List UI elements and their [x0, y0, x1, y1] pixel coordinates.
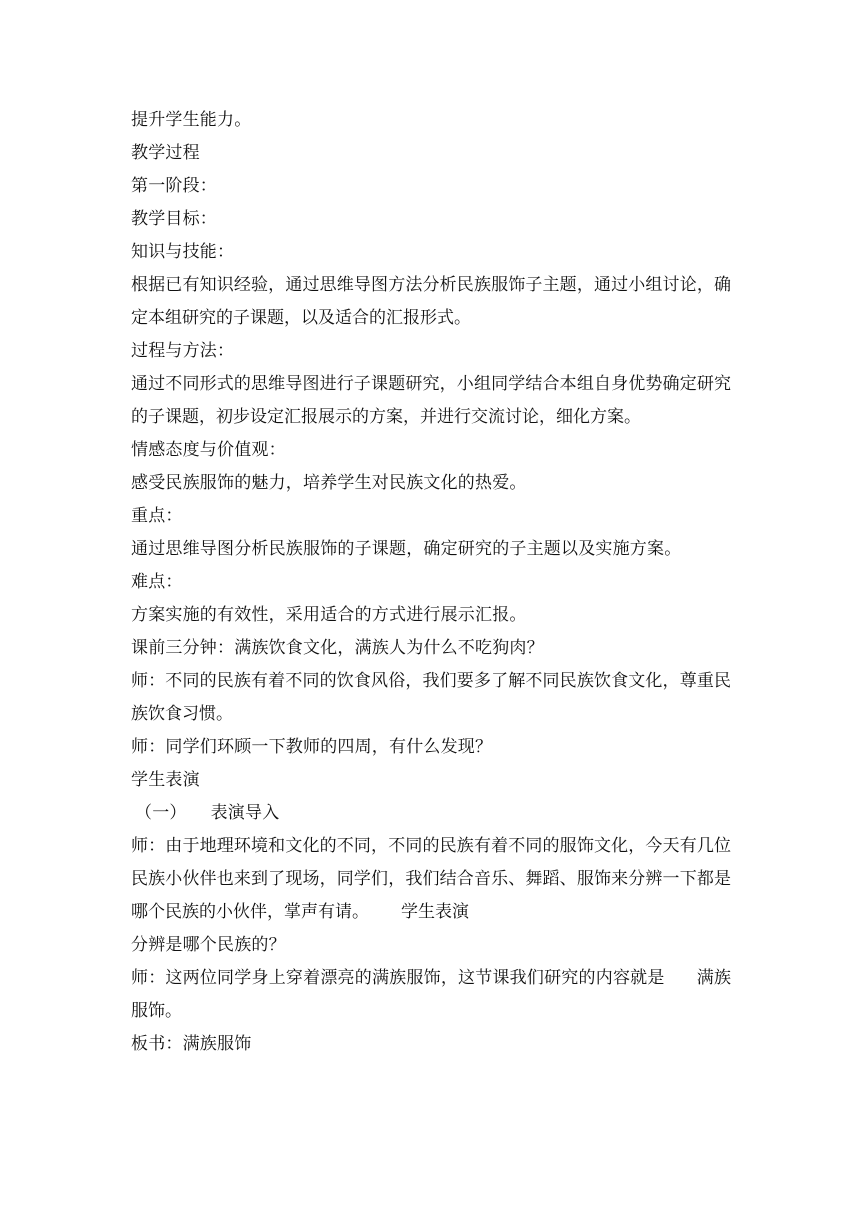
- question-line: 分辨是哪个民族的？: [131, 935, 286, 955]
- heading-teaching-process: 教学过程: [131, 143, 200, 163]
- teacher-paragraph: [131, 962, 731, 1028]
- paragraph-knowledge-skills: 根据已有知识经验，通过思维导图方法分析民族服饰子主题，通过小组讨论，确定本组研究的子课题，以及适合的汇报形式。: [131, 275, 731, 328]
- teacher-paragraph-text: 师：这两位同学身上穿着漂亮的满族服饰，这节课我们研究的内容就是: [131, 968, 665, 988]
- teacher-paragraph-trailing: 满族服饰。: [131, 968, 732, 1021]
- teacher-question-line: 师：同学们环顾一下教师的四周，有什么发现？: [131, 737, 493, 757]
- paragraph-emotion-values: 感受民族服饰的魅力，培养学生对民族文化的热爱。: [131, 473, 527, 493]
- paragraph-key-point: 通过思维导图分析民族服饰的子课题，确定研究的子主题以及实施方案。: [131, 539, 682, 559]
- intro-paragraph-text: 师：由于地理环境和文化的不同，不同的民族有着不同的服饰文化，今天有几位民族小伙伴也来到了现场，同学们，我们结合音乐、舞蹈、服饰来分辨一下都是哪个民族的小伙伴，掌声有请。: [131, 836, 731, 922]
- paragraph-process-method: 通过不同形式的思维导图进行子课题研究，小组同学结合本组自身优势确定研究的子课题，初步设定汇报展示的方案，并进行交流讨论，细化方案。: [131, 374, 731, 427]
- heading-emotion-values: 情感态度与价值观：: [131, 440, 286, 460]
- heading-knowledge-skills: 知识与技能：: [131, 242, 235, 262]
- section-number: （一）: [135, 803, 187, 823]
- student-performance-line: 学生表演: [131, 770, 200, 790]
- intro-paragraph: [131, 830, 731, 929]
- heading-difficulty: 难点：: [131, 572, 183, 592]
- section-title: 表演导入: [210, 803, 280, 823]
- heading-teaching-goals: 教学目标：: [131, 209, 217, 229]
- intro-paragraph-trailing: 学生表演: [401, 902, 469, 922]
- heading-stage-one: 第一阶段：: [131, 176, 217, 196]
- heading-process-method: 过程与方法：: [131, 341, 235, 361]
- pre-class-line: 课前三分钟：满族饮食文化，满族人为什么不吃狗肉？: [131, 638, 544, 658]
- section-one-heading: [131, 797, 731, 830]
- heading-key-point: 重点：: [131, 506, 183, 526]
- text-line: 提升学生能力。: [131, 110, 252, 130]
- board-writing-line: 板书：满族服饰: [131, 1034, 252, 1054]
- paragraph-difficulty: 方案实施的有效性，采用适合的方式进行展示汇报。: [131, 605, 527, 625]
- document-body: [131, 104, 731, 1061]
- teacher-food-paragraph: 师：不同的民族有着不同的饮食风俗，我们要多了解不同民族饮食文化，尊重民族饮食习惯。: [131, 671, 731, 724]
